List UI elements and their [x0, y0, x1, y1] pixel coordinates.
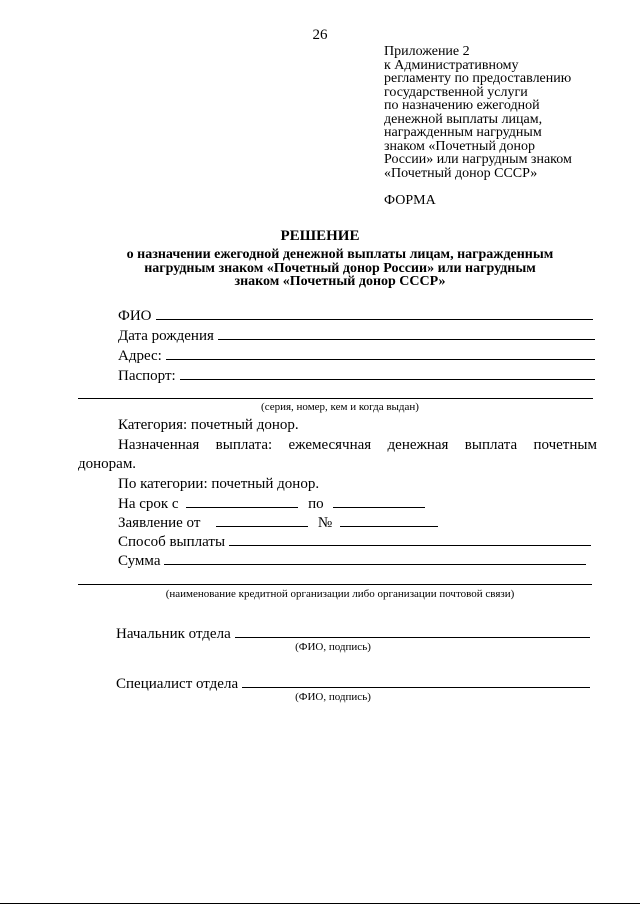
- by-category-text: По категории: почетный донор.: [118, 476, 320, 492]
- form-label: ФОРМА: [384, 193, 436, 208]
- assigned-payment-line: [118, 437, 597, 454]
- term-from-blank[interactable]: [186, 495, 298, 508]
- fio-label: ФИО: [118, 308, 152, 324]
- assigned-payment-word: ежемесячная: [288, 437, 372, 453]
- specialist-signature-caption: (ФИО, подпись): [295, 691, 371, 703]
- application-row: [118, 514, 438, 532]
- document-title: РЕШЕНИЕ: [280, 228, 360, 244]
- birth-date-field[interactable]: [118, 327, 595, 345]
- category-text: Категория: почетный донор.: [118, 417, 299, 433]
- payment-method-label: Способ выплаты: [118, 534, 226, 550]
- subtitle-line: о назначении ежегодной денежной выплаты лицам, награжденным: [126, 247, 554, 262]
- appendix-line: награжденным нагрудным: [384, 125, 542, 140]
- term-to-blank[interactable]: [333, 495, 425, 508]
- assigned-payment-word: денежная: [387, 437, 449, 453]
- term-row: [118, 495, 425, 513]
- application-from-label: Заявление от: [118, 515, 201, 531]
- head-of-department-label: Начальник отдела: [116, 626, 231, 642]
- specialist-line[interactable]: [242, 675, 590, 688]
- subtitle-line: нагрудным знаком «Почетный донор России» или нагрудным: [144, 260, 536, 276]
- page-bottom-rule: [0, 903, 640, 904]
- fio-field[interactable]: [118, 307, 593, 325]
- assigned-payment-word: выплата: [464, 437, 518, 453]
- assigned-payment-continuation: донорам.: [78, 456, 137, 472]
- address-field[interactable]: [118, 347, 595, 365]
- amount-line[interactable]: [164, 552, 586, 565]
- assigned-payment-word: выплата:: [215, 437, 273, 453]
- specialist-label: Специалист отдела: [116, 676, 239, 692]
- amount-label: Сумма: [118, 553, 161, 569]
- appendix-note: [384, 45, 614, 180]
- payment-method-field[interactable]: [118, 533, 591, 551]
- assigned-payment-word: Назначенная: [118, 437, 200, 453]
- passport-label: Паспорт:: [118, 368, 176, 384]
- appendix-line: России» или нагрудным знаком: [384, 152, 572, 167]
- head-signature-caption: (ФИО, подпись): [295, 641, 371, 653]
- passport-caption: (серия, номер, кем и когда выдан): [261, 401, 419, 413]
- organization-line[interactable]: [78, 584, 592, 585]
- head-of-department-line[interactable]: [235, 625, 590, 638]
- application-number-blank[interactable]: [340, 514, 438, 527]
- document-subtitle: [105, 248, 575, 289]
- appendix-line: к Административному: [384, 57, 519, 73]
- payment-method-line[interactable]: [229, 533, 591, 546]
- application-date-blank[interactable]: [216, 514, 308, 527]
- appendix-line: денежной выплаты лицам,: [384, 111, 543, 127]
- appendix-line: «Почетный донор СССР»: [384, 165, 538, 181]
- appendix-line: Приложение 2: [384, 44, 470, 59]
- passport-extra-line[interactable]: [78, 398, 593, 399]
- term-from-label: На срок с: [118, 496, 179, 512]
- term-to-label: по: [308, 496, 324, 512]
- assigned-payment-word: почетным: [533, 437, 597, 453]
- passport-line[interactable]: [180, 367, 595, 380]
- amount-field[interactable]: [118, 552, 586, 570]
- birth-date-label: Дата рождения: [118, 328, 214, 344]
- appendix-line: государственной услуги: [384, 84, 528, 100]
- organization-caption: (наименование кредитной организации либо организации почтовой связи): [165, 588, 515, 600]
- appendix-line: знаком «Почетный донор: [384, 138, 536, 154]
- subtitle-line: знаком «Почетный донор СССР»: [234, 274, 446, 289]
- passport-field[interactable]: [118, 367, 595, 385]
- page-number: 26: [312, 27, 328, 43]
- birth-date-line[interactable]: [218, 327, 595, 340]
- application-number-label: №: [317, 515, 333, 531]
- appendix-line: регламенту по предоставлению: [384, 71, 572, 86]
- fio-line[interactable]: [156, 307, 593, 320]
- address-label: Адрес:: [118, 348, 162, 364]
- appendix-line: по назначению ежегодной: [384, 98, 540, 113]
- address-line[interactable]: [166, 347, 595, 360]
